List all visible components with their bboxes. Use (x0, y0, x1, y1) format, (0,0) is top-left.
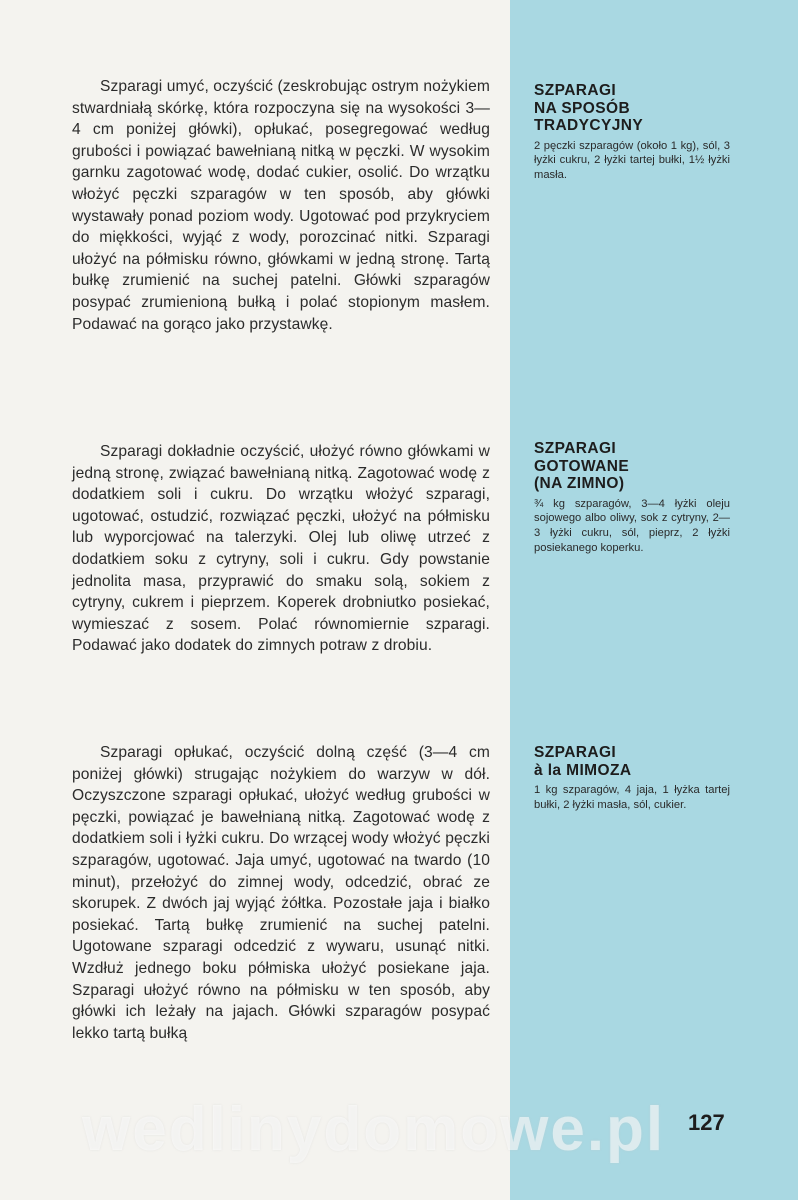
recipe-1-title-line: NA SPOSÓB (534, 99, 631, 117)
recipe-2-title (534, 440, 730, 493)
recipe-3-ingredients: 1 kg szparagów, 4 jaja, 1 łyżka tartej bułki, 2 łyżki masła, sól, cukier. (534, 784, 730, 811)
recipe-2-ingredients: ¾ kg szparagów, 3—4 łyżki oleju sojowego albo oliwy, sok z cytryny, 2—3 łyżki cukru, sól, pieprz, 2 łyżki posiekanego koperku. (534, 497, 730, 554)
recipe-2-title-line: SZPARAGI (534, 440, 617, 457)
recipe-1-title (534, 82, 730, 135)
recipe-2-title-line: (NA ZIMNO) (534, 475, 625, 492)
recipe-3-title (534, 744, 730, 779)
watermark: wedlinydomowe.pl (82, 1095, 666, 1164)
recipe-3-instructions: Szparagi opłukać, oczyścić dolną część (3—4 cm poniżej główki) strugając nożykiem do warzyw w dół. Oczyszczone szparagi opłukać, ułożyć według grubości w pęczki, powiązać je bawełnianą nitką. Zagotować wodę z dodatkiem soli i łyżki cukru. Do wrzącej wody włożyć pęczki szparagów, ugotować. Jaja umyć, ugotować na twardo (10 minut), przełożyć do zimnej wody, odcedzić, obrać ze skorupek. Z dwóch jaj wyjąć żółtka. Pozostałe jaja i białko posiekać. Tartą bułkę zrumienić na suchej patelni. Ugotowane szparagi odcedzić z wywaru, usunąć nitki. Wzdłuż jednego boku półmiska ułożyć posiekane jaja. Szparagi ułożyć równo na półmisku w ten sposób, aby główki ich leżały na jajach. Główki szparagów posypać lekko tartą bułką (72, 744, 490, 1042)
recipe-2-instructions: Szparagi dokładnie oczyścić, ułożyć równo główkami w jedną stronę, związać bawełnianą nitką. Zagotować wodę z dodatkiem soli i cukru. Do wrzątku włożyć szparagi, ugotować, ostudzić, rozwiązać pęczki, ułożyć na półmisku lub wyporcjować na talerzyki. Olej lub oliwę utrzeć z dodatkiem soku z cytryny, soli i cukru. Gdy powstanie jednolita masa, przyprawić do smaku solą, sokiem z cytryny, cukrem i pieprzem. Koperek drobniutko posiekać, wymieszać z sosem. Polać równomiernie szparagi. Podawać jako dodatek do zimnych potraw z drobiu. (72, 443, 490, 655)
recipe-3-title-line: SZPARAGI (534, 744, 617, 761)
recipe-3-sidebar (534, 744, 730, 813)
recipe-1-title-line: SZPARAGI (534, 82, 617, 99)
recipe-1-instructions: Szparagi umyć, oczyścić (zeskrobując ostrym nożykiem stwardniałą skórkę, która rozpoczyna się na wysokości 3—4 cm poniżej główki), opłukać, posegregować według grubości i powiązać bawełnianą nitką w pęczki. W wysokim garnku zagotować wodę, dodać cukier, osolić. Do wrzątku włożyć pęczki szparagów w ten sposób, aby główki wystawały ponad poziom wody. Ugotować pod przykryciem do miękkości, wyjąć z wody, porozcinać nitki. Szparagi ułożyć na półmisku równo, główkami w jedną stronę. Tartą bułkę zrumienić na suchej patelni. Główki szparagów posypać zrumienioną bułką i polać stopionym masłem. Podawać na gorąco jako przystawkę. (72, 78, 490, 333)
recipe-1-sidebar (534, 82, 730, 183)
page-number: 127 (688, 1110, 725, 1135)
recipe-2-title-line: GOTOWANE (534, 457, 630, 475)
recipe-3-title-line: à la MIMOZA (534, 761, 632, 779)
recipe-1-title-line: TRADYCYJNY (534, 117, 644, 134)
recipe-2-sidebar (534, 440, 730, 556)
recipe-1-ingredients: 2 pęczki szparagów (około 1 kg), sól, 3 łyżki cukru, 2 łyżki tartej bułki, 1½ łyżki masła. (534, 139, 730, 182)
